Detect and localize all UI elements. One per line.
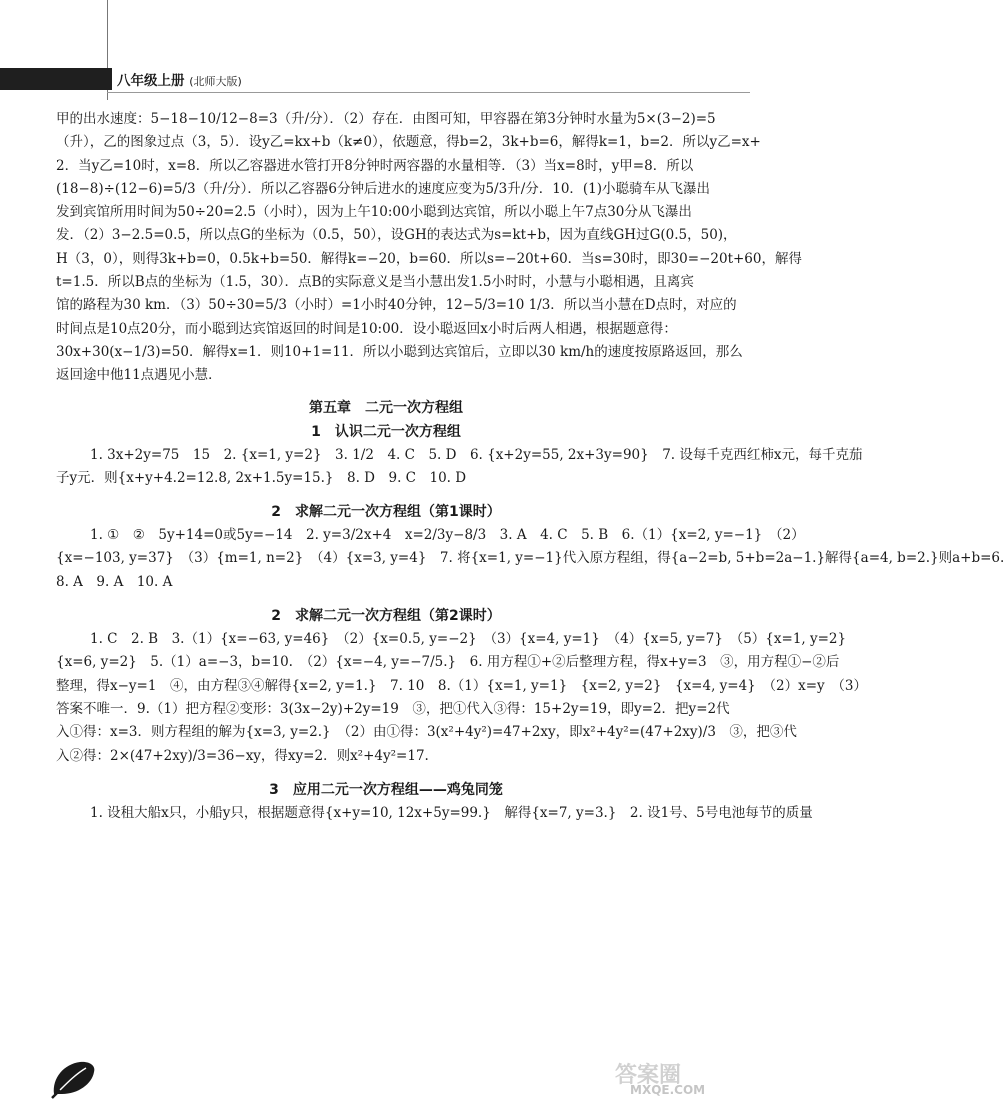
answer-line: 返回途中他11点遇见小慧．: [56, 367, 222, 384]
section-title: 2 求解二元一次方程组（第2课时）: [271, 608, 501, 625]
header-title: [117, 69, 242, 89]
header-black-bar: [0, 68, 112, 90]
answer-line: H（3，0），则得3k+b=0，0.5k+b=50．解得k=−20，b=60．所以s=−20t+60．当s=30时，即30=−20t+60，解得: [56, 250, 802, 267]
answer-line: 入①得：x=3．则方程组的解为{x=3, y=2.} （2）由①得：3(x²+4y²)=47+2xy，即x²+4y²=(47+2xy)/3 ③，把③代: [56, 724, 797, 741]
answer-line: 30x+30(x−1/3)=50．解得x=1．则10+1=11．所以小聪到达宾馆后，立即以30 km/h的速度按原路返回，那么: [56, 343, 743, 360]
answer-line: 答案不唯一．9.（1）把方程②变形：3(3x−2y)+2y=19 ③，把①代入③得：15+2y=19，即y=2．把y=2代: [56, 700, 730, 717]
answer-line: 1. ① ② 5y+14=0或5y=−14 2. y=3/2x+4 x=2/3y−8/3 3. A 4. C 5. B 6.（1）{x=2, y=−1} （2）: [90, 527, 805, 544]
answer-line: 整理，得x−y=1 ④，由方程③④解得{x=2, y=1.} 7. 10 8.（1）{x=1, y=1} {x=2, y=2} {x=4, y=4} （2）x=y （3）: [56, 677, 868, 694]
answer-line: 2．当y乙=10时，x=8．所以乙容器进水管打开8分钟时两容器的水量相等．（3）当x=8时，y甲=8．所以: [56, 157, 694, 174]
answer-line: 发．（2）3−2.5=0.5，所以点G的坐标为（0.5，50），设GH的表达式为s=kt+b，因为直线GH过G(0.5，50)，: [56, 227, 737, 244]
answer-line: (18−8)÷(12−6)=5/3（升/分）．所以乙容器6分钟后进水的速度应变为5/3升/分．10．(1)小聪骑车从飞瀑出: [56, 180, 711, 197]
book-edition: (北师大版): [189, 75, 242, 88]
answer-line: 馆的路程为30 km．（3）50÷30=5/3（小时）=1小时40分钟，12−5/3=10 1/3．所以当小慧在D点时，对应的: [56, 297, 737, 314]
answer-content: [56, 108, 1004, 825]
answer-line: 入②得：2×(47+2xy)/3=36−xy，得xy=2．则x²+4y²=17.: [56, 747, 429, 764]
answer-line: 发到宾馆所用时间为50÷20=2.5（小时），因为上午10:00小聪到达宾馆，所以小聪上午7点30分从飞瀑出: [56, 204, 692, 221]
previous-answers: [56, 108, 802, 388]
answer-line: 1. 设租大船x只，小船y只，根据题意得{x+y=10, 12x+5y=99.} 解得{x=7, y=3.} 2. 设1号、5号电池每节的质量: [90, 804, 813, 821]
answer-line: 1. 3x+2y=75 15 2. {x=1, y=2} 3. 1/2 4. C 5. D 6. {x+2y=55, 2x+3y=90} 7. 设每千克西红柿x元，每千克茄: [90, 446, 863, 463]
section-title: 1 认识二元一次方程组: [311, 423, 461, 440]
answer-line: {x=−103, y=37} （3）{m=1, n=2} （4）{x=3, y=4} 7. 将{x=1, y=−1}代入原方程组，得{a−2=b, 5+b=2a−1.}解得{a=4, b=2.}则a+b=6.: [56, 550, 1004, 567]
answer-line: 时间点是10点20分，而小聪到达宾馆返回的时间是10:00．设小聪返回x小时后两人相遇，根据题意得：: [56, 320, 677, 337]
leaf-icon: [50, 1058, 98, 1098]
answer-line: {x=6, y=2} 5.（1）a=−3，b=10. （2）{x=−4, y=−7/5.} 6. 用方程①+②后整理方程，得x+y=3 ③，用方程①−②后: [56, 654, 840, 671]
answer-line: t=1.5．所以B点的坐标为（1.5，30）．点B的实际意义是当小慧出发1.5小时时，小慧与小聪相遇，且离宾: [56, 274, 694, 291]
answer-line: 8. A 9. A 10. A: [56, 573, 173, 590]
book-grade: 八年级上册: [117, 73, 185, 89]
answer-line: （升），乙的图象过点（3，5）．设y乙=kx+b（k≠0），依题意，得b=2，3k+b=6，解得k=1，b=2．所以y乙=x+: [56, 134, 761, 151]
answer-line: 1. C 2. B 3.（1）{x=−63, y=46} （2）{x=0.5, y=−2} （3）{x=4, y=1} （4）{x=5, y=7} （5）{x=1, y=2}: [90, 631, 847, 648]
answer-line: 子y元．则{x+y+4.2=12.8, 2x+1.5y=15.} 8. D 9. C 10. D: [56, 469, 467, 486]
watermark-logo: 答案圈: [615, 1063, 682, 1088]
answer-line: 甲的出水速度：5−18−10/12−8=3（升/分）．（2）存在．由图可知，甲容器在第3分钟时水量为5×(3−2)=5: [56, 111, 716, 127]
section-title: 3 应用二元一次方程组——鸡兔同笼: [269, 781, 503, 798]
watermark-url: MXQE.COM: [630, 1083, 706, 1097]
page-header: [0, 0, 750, 100]
chapter-title: 第五章 二元一次方程组: [309, 399, 463, 416]
section-title: 2 求解二元一次方程组（第1课时）: [271, 504, 501, 521]
header-horizontal-rule: [107, 92, 750, 93]
